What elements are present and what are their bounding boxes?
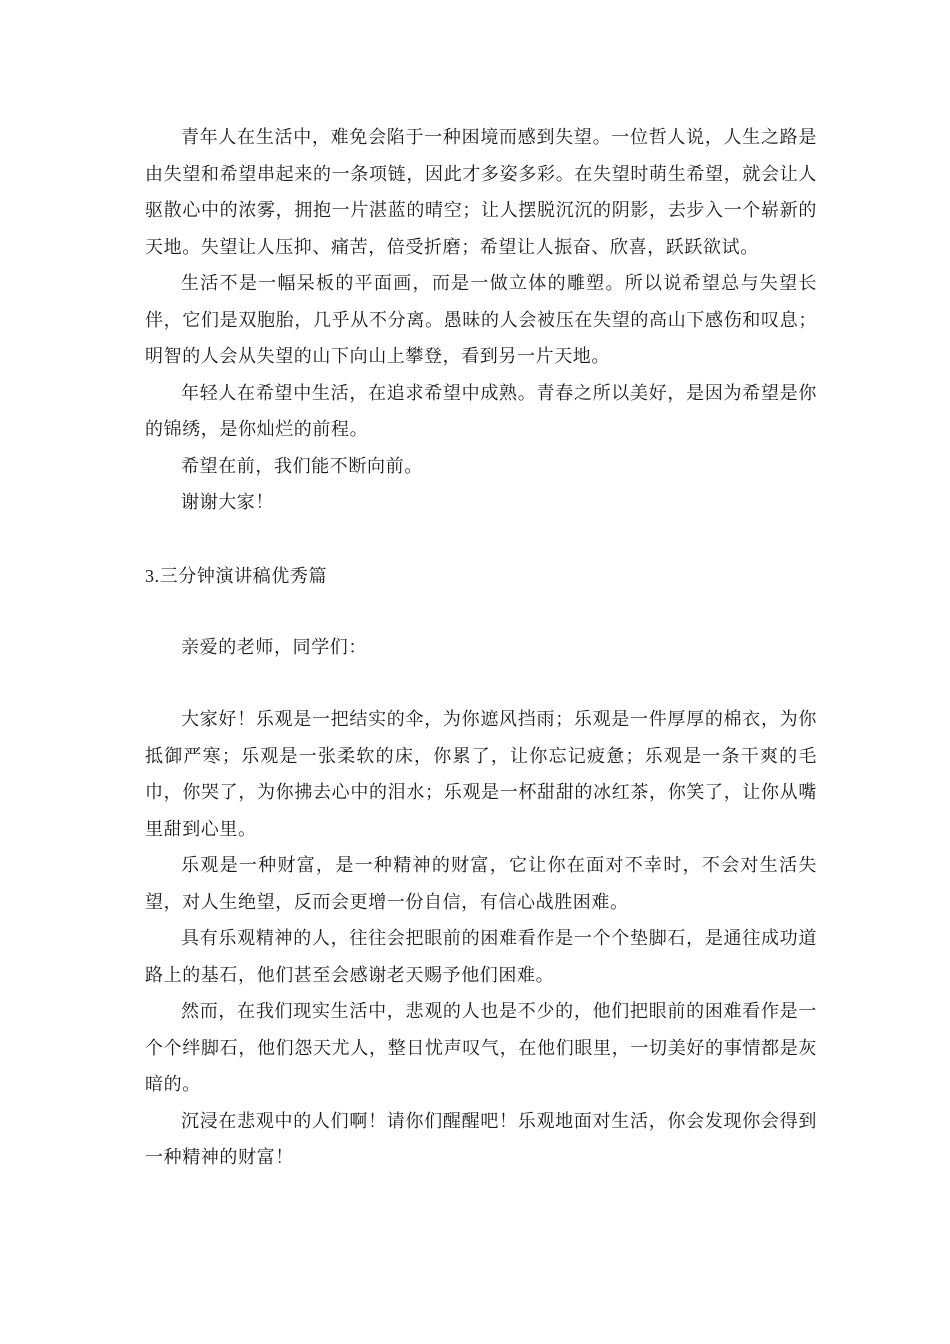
paragraph-optimism-wealth: 乐观是一种财富，是一种精神的财富，它让你在面对不幸时，不会对生活失望，对人生绝望，反而会更增一份自信，有信心战胜困难。 — [145, 855, 817, 913]
paragraph-thanks: 谢谢大家！ — [181, 492, 274, 513]
salutation: 亲爱的老师，同学们： — [181, 636, 367, 658]
paragraph-hope-forward: 希望在前，我们能不断向前。 — [181, 455, 423, 477]
paragraph-hope-intro: 青年人在生活中，难免会陷于一种困境而感到失望。一位哲人说，人生之路是由失望和希望串起来的一条项链，因此才多姿多彩。在失望时萌生希望，就会让人驱散心中的浓雾，拥抱一片湛蓝的晴空；让人摆脱沉沉的阴影，去步入一个崭新的天地。失望让人压抑、痛苦，倍受折磨；希望让人振奋、欣喜，跃跃欲试。 — [145, 127, 817, 258]
paragraph-pessimism: 然而，在我们现实生活中，悲观的人也是不少的，他们把眼前的困难看作是一个个绊脚石，他们怨天尤人，整日忧声叹气，在他们眼里，一切美好的事情都是灰暗的。 — [145, 1001, 817, 1095]
paragraph-hope-sculpture: 生活不是一幅呆板的平面画，而是一做立体的雕塑。所以说希望总与失望长伴，它们是双胞胎，几乎从不分离。愚昧的人会被压在失望的高山下感伤和叹息；明智的人会从失望的山下向山上攀登，看到另一片天地。 — [145, 273, 817, 367]
paragraph-wake-up: 沉浸在悲观中的人们啊！请你们醒醒吧！乐观地面对生活，你会发现你会得到一种精神的财富！ — [145, 1110, 817, 1168]
section-heading: 3.三分钟演讲稿优秀篇 — [145, 565, 328, 586]
paragraph-optimism-stepping-stones: 具有乐观精神的人，往往会把眼前的困难看作是一个个垫脚石，是通往成功道路上的基石，他们甚至会感谢老天赐予他们困难。 — [145, 928, 817, 986]
paragraph-optimism-metaphors: 大家好！乐观是一把结实的伞，为你遮风挡雨；乐观是一件厚厚的棉衣，为你抵御严寒；乐观是一张柔软的床，你累了，让你忘记疲惫；乐观是一条干爽的毛巾，你哭了，为你拂去心中的泪水；乐观是一杯甜甜的冰红茶，你笑了，让你从嘴里甜到心里。 — [145, 709, 817, 840]
document-page — [145, 120, 817, 1177]
paragraph-hope-youth: 年轻人在希望中生活，在追求希望中成熟。青春之所以美好，是因为希望是你的锦绣，是你灿烂的前程。 — [145, 382, 817, 440]
